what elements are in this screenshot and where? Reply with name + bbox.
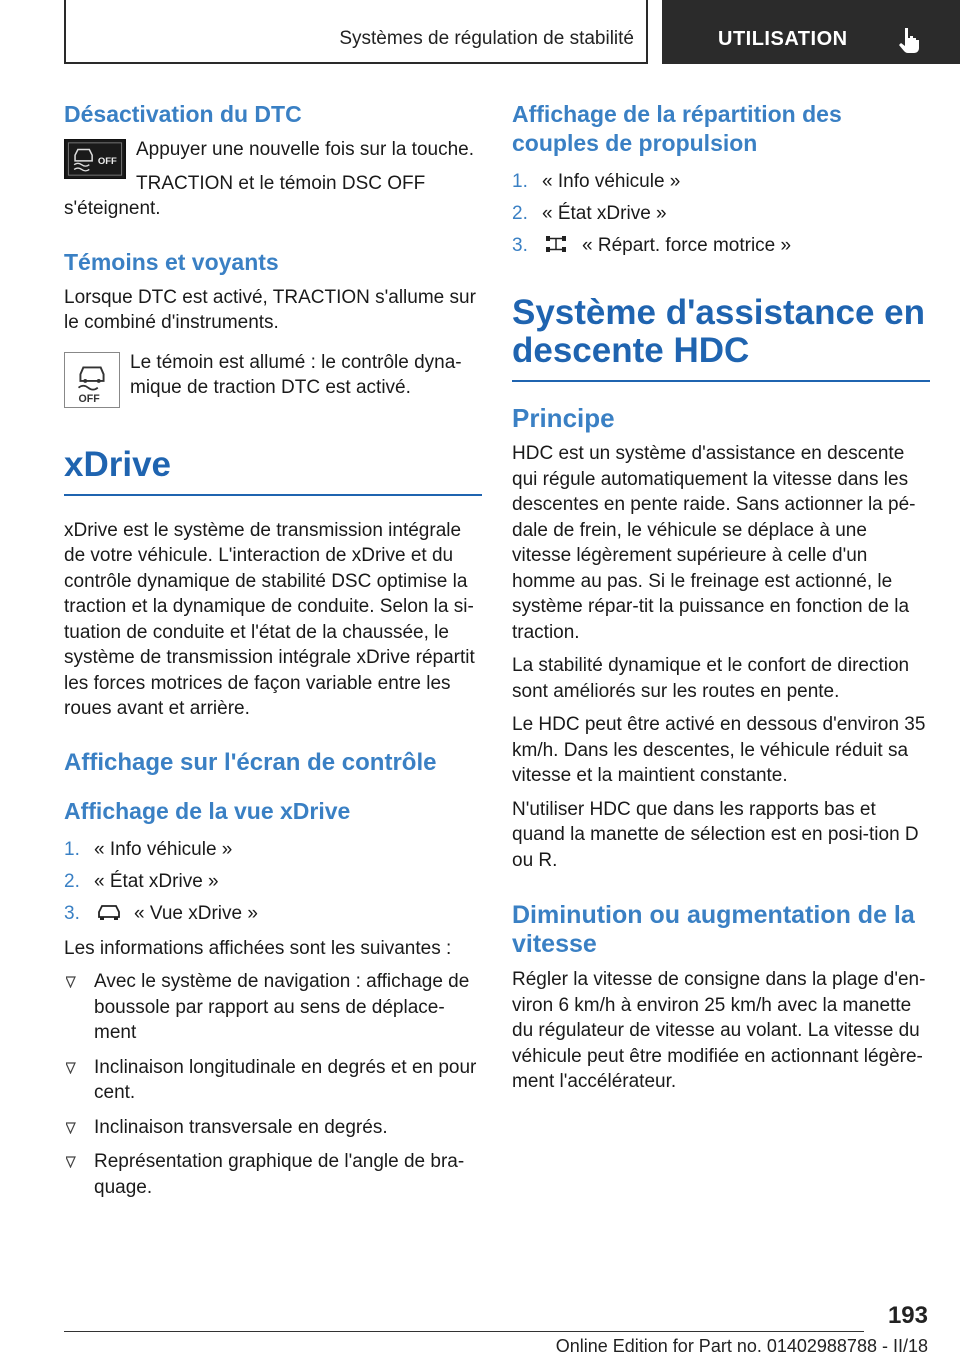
list-item: 2. « État xDrive »: [512, 203, 667, 224]
svg-text:OFF: OFF: [97, 155, 117, 167]
warning-lamps-heading: Témoins et voyants: [64, 248, 279, 275]
page-number: 193: [887, 1302, 928, 1329]
car-view-icon: [94, 902, 124, 922]
running-header: [64, 0, 648, 64]
dtc-off-block: [64, 137, 482, 222]
list-item: Représentation graphique de l'angle de bra-quage.: [64, 1149, 482, 1200]
xdrive-view-steps: [64, 834, 482, 930]
warning-lamps-p1: Lorsque DTC est activé, TRACTION s'allume sur le combiné d'instruments.: [64, 286, 476, 333]
drivetrain-icon: [542, 234, 572, 254]
dtc-off-heading: Désactivation du DTC: [64, 101, 302, 127]
list-item: 1. « Info véhicule »: [512, 171, 681, 192]
hdc-chapter-title: Système d'assistance en descente HDC: [512, 293, 925, 370]
traction-off-button-icon: [64, 139, 126, 179]
warning-lamp-block: [64, 350, 482, 405]
running-header-title: Systèmes de régulation de stabilité: [339, 28, 634, 49]
xdrive-intro: xDrive est le système de transmission intégrale de votre véhicule. L'interaction de xDrive et du contrôle dynamique de stabilité DSC optimise la traction et la dynamique de conduite. Selon la si-tuation de conduite et l'état de la chaussée, le système de transmission intégrale xDrive répartit les forces motrices de façon variable entre les roues avant et arrière.: [64, 519, 475, 719]
principle-p4: N'utiliser HDC que dans les rapports bas et quand la manette de sélection est en posi-tion D ou R.: [512, 798, 919, 871]
svg-text:OFF: OFF: [78, 392, 100, 405]
display-heading: Affichage sur l'écran de contrôle: [64, 748, 437, 776]
chapter-rule: [64, 494, 482, 496]
xdrive-chapter-title: xDrive: [64, 444, 172, 484]
list-item: Avec le système de navigation : affichage de boussole par rapport au sens de déplace-ment: [64, 969, 482, 1046]
principle-heading: Principe: [512, 403, 615, 433]
left-column: [64, 100, 482, 1209]
list-item: 3. « Vue xDrive »: [64, 902, 258, 924]
bullet-triangle-icon: [66, 1122, 76, 1134]
footer-edition: Online Edition for Part no. 01402988788 - II/18: [555, 1336, 928, 1356]
hand-pointer-icon: [896, 26, 922, 54]
xdrive-view-heading: Affichage de la vue xDrive: [64, 797, 351, 824]
dtc-off-p1: Appuyer une nouvelle fois sur la touche.: [136, 139, 474, 160]
principle-p2: La stabilité dynamique et le confort de direction sont améliorés sur les routes en pente.: [512, 655, 910, 702]
list-item: Inclinaison longitudinale en degrés et en pour cent.: [64, 1055, 482, 1106]
info-bullets: [64, 969, 482, 1200]
dsc-off-indicator-icon: [64, 352, 120, 408]
info-intro: Les informations affichées sont les suivantes :: [64, 937, 452, 959]
bullet-triangle-icon: [66, 976, 76, 988]
list-item: Inclinaison transversale en degrés.: [64, 1115, 482, 1141]
section-tab-label: UTILISATION: [718, 28, 848, 50]
chapter-rule: [512, 380, 930, 382]
torque-steps: [512, 166, 930, 262]
warning-lamps-p2: Le témoin est allumé : le contrôle dyna-mique de traction DTC est activé.: [130, 351, 462, 398]
speed-adjust-p: Régler la vitesse de consigne dans la plage d'en-viron 6 km/h à environ 25 km/h avec la manette du régulateur de vitesse au volant. La vitesse du véhicule peut être modifiée en actionnant légère-ment l'accélérateur.: [512, 969, 926, 1092]
bullet-triangle-icon: [66, 1062, 76, 1074]
footer-rule: [64, 1331, 864, 1332]
list-item: 1. « Info véhicule »: [64, 838, 233, 860]
right-column: [512, 100, 930, 1103]
list-item: 3. « Répart. force motrice »: [512, 235, 792, 256]
speed-adjust-heading: Diminution ou augmentation de la vitesse: [512, 901, 915, 958]
dtc-off-p2: TRACTION et le témoin DSC OFF s'éteignent.: [64, 172, 426, 219]
principle-p3: Le HDC peut être activé en dessous d'environ 35 km/h. Dans les descentes, le véhicule réduit sa vitesse et la maintient constante.: [512, 714, 926, 786]
torque-distribution-heading: Affichage de la répartition des couples de propulsion: [512, 101, 842, 156]
principle-p1: HDC est un système d'assistance en descente qui régule automatiquement la vitesse dans les descentes en pente raide. Sans actionner la pé-dale de frein, le véhicule se déplace à une vitesse légèrement supérieure à celle d'un homme au pas. Si le freinage est actionné, le système répar-tit la puissance en fonction de la traction.: [512, 443, 916, 643]
section-tab: [662, 0, 960, 64]
bullet-triangle-icon: [66, 1156, 76, 1168]
list-item: 2. « État xDrive »: [64, 870, 219, 892]
